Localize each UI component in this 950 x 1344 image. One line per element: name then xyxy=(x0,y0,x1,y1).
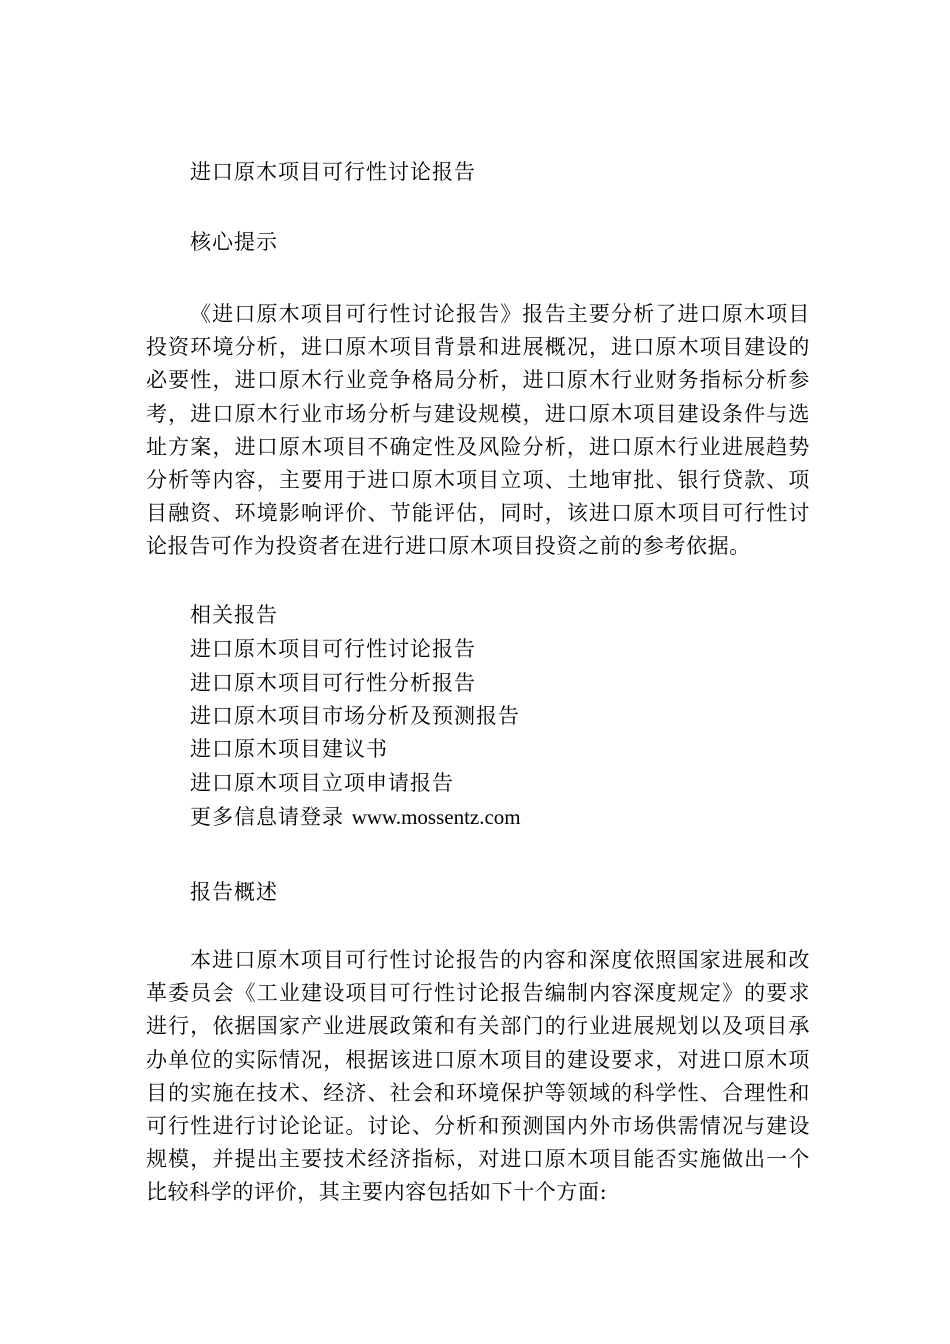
core-heading: 核心提示 xyxy=(190,230,278,254)
related-link[interactable]: 进口原木项目市场分析及预测报告 xyxy=(190,704,520,728)
website-link[interactable]: www.mossentz.com xyxy=(351,805,521,829)
related-heading: 相关报告 xyxy=(190,603,278,627)
intro-paragraph: 《进口原木项目可行性讨论报告》报告主要分析了进口原木项目投资环境分析，进口原木项目背景和进展概况，进口原木项目建设的必要性，进口原木行业竞争格局分析，进口原木行业财务指标分析参考，进口原木行业市场分析与建设规模，进口原木项目建设条件与选址方案，进口原木项目不确定性及风险分析，进口原木行业进展趋势分析等内容，主要用于进口原木项目立项、土地审批、银行贷款、项目融资、环境影响评价、节能评估，同时，该进口原木项目可行性讨论报告可作为投资者在进行进口原木项目投资之前的参考依据。 xyxy=(146,302,810,559)
more-info-line xyxy=(190,805,521,829)
related-link[interactable]: 进口原木项目立项申请报告 xyxy=(190,771,454,795)
document-title: 进口原木项目可行性讨论报告 xyxy=(190,160,476,184)
related-link[interactable]: 进口原木项目建议书 xyxy=(190,737,388,761)
related-link[interactable]: 进口原木项目可行性分析报告 xyxy=(190,671,476,695)
overview-heading: 报告概述 xyxy=(190,880,278,904)
related-link[interactable]: 进口原木项目可行性讨论报告 xyxy=(190,637,476,661)
more-info-text: 更多信息请登录 xyxy=(190,805,352,829)
overview-paragraph: 本进口原木项目可行性讨论报告的内容和深度依照国家进展和改革委员会《工业建设项目可行性讨论报告编制内容深度规定》的要求进行，依据国家产业进展政策和有关部门的行业进展规划以及项目承办单位的实际情况，根据该进口原木项目的建设要求，对进口原木项目的实施在技术、经济、社会和环境保护等领域的科学性、合理性和可行性进行讨论论证。讨论、分析和预测国内外市场供需情况与建设规模，并提出主要技术经济指标，对进口原木项目能否实施做出一个比较科学的评价，其主要内容包括如下十个方面: xyxy=(146,948,810,1205)
